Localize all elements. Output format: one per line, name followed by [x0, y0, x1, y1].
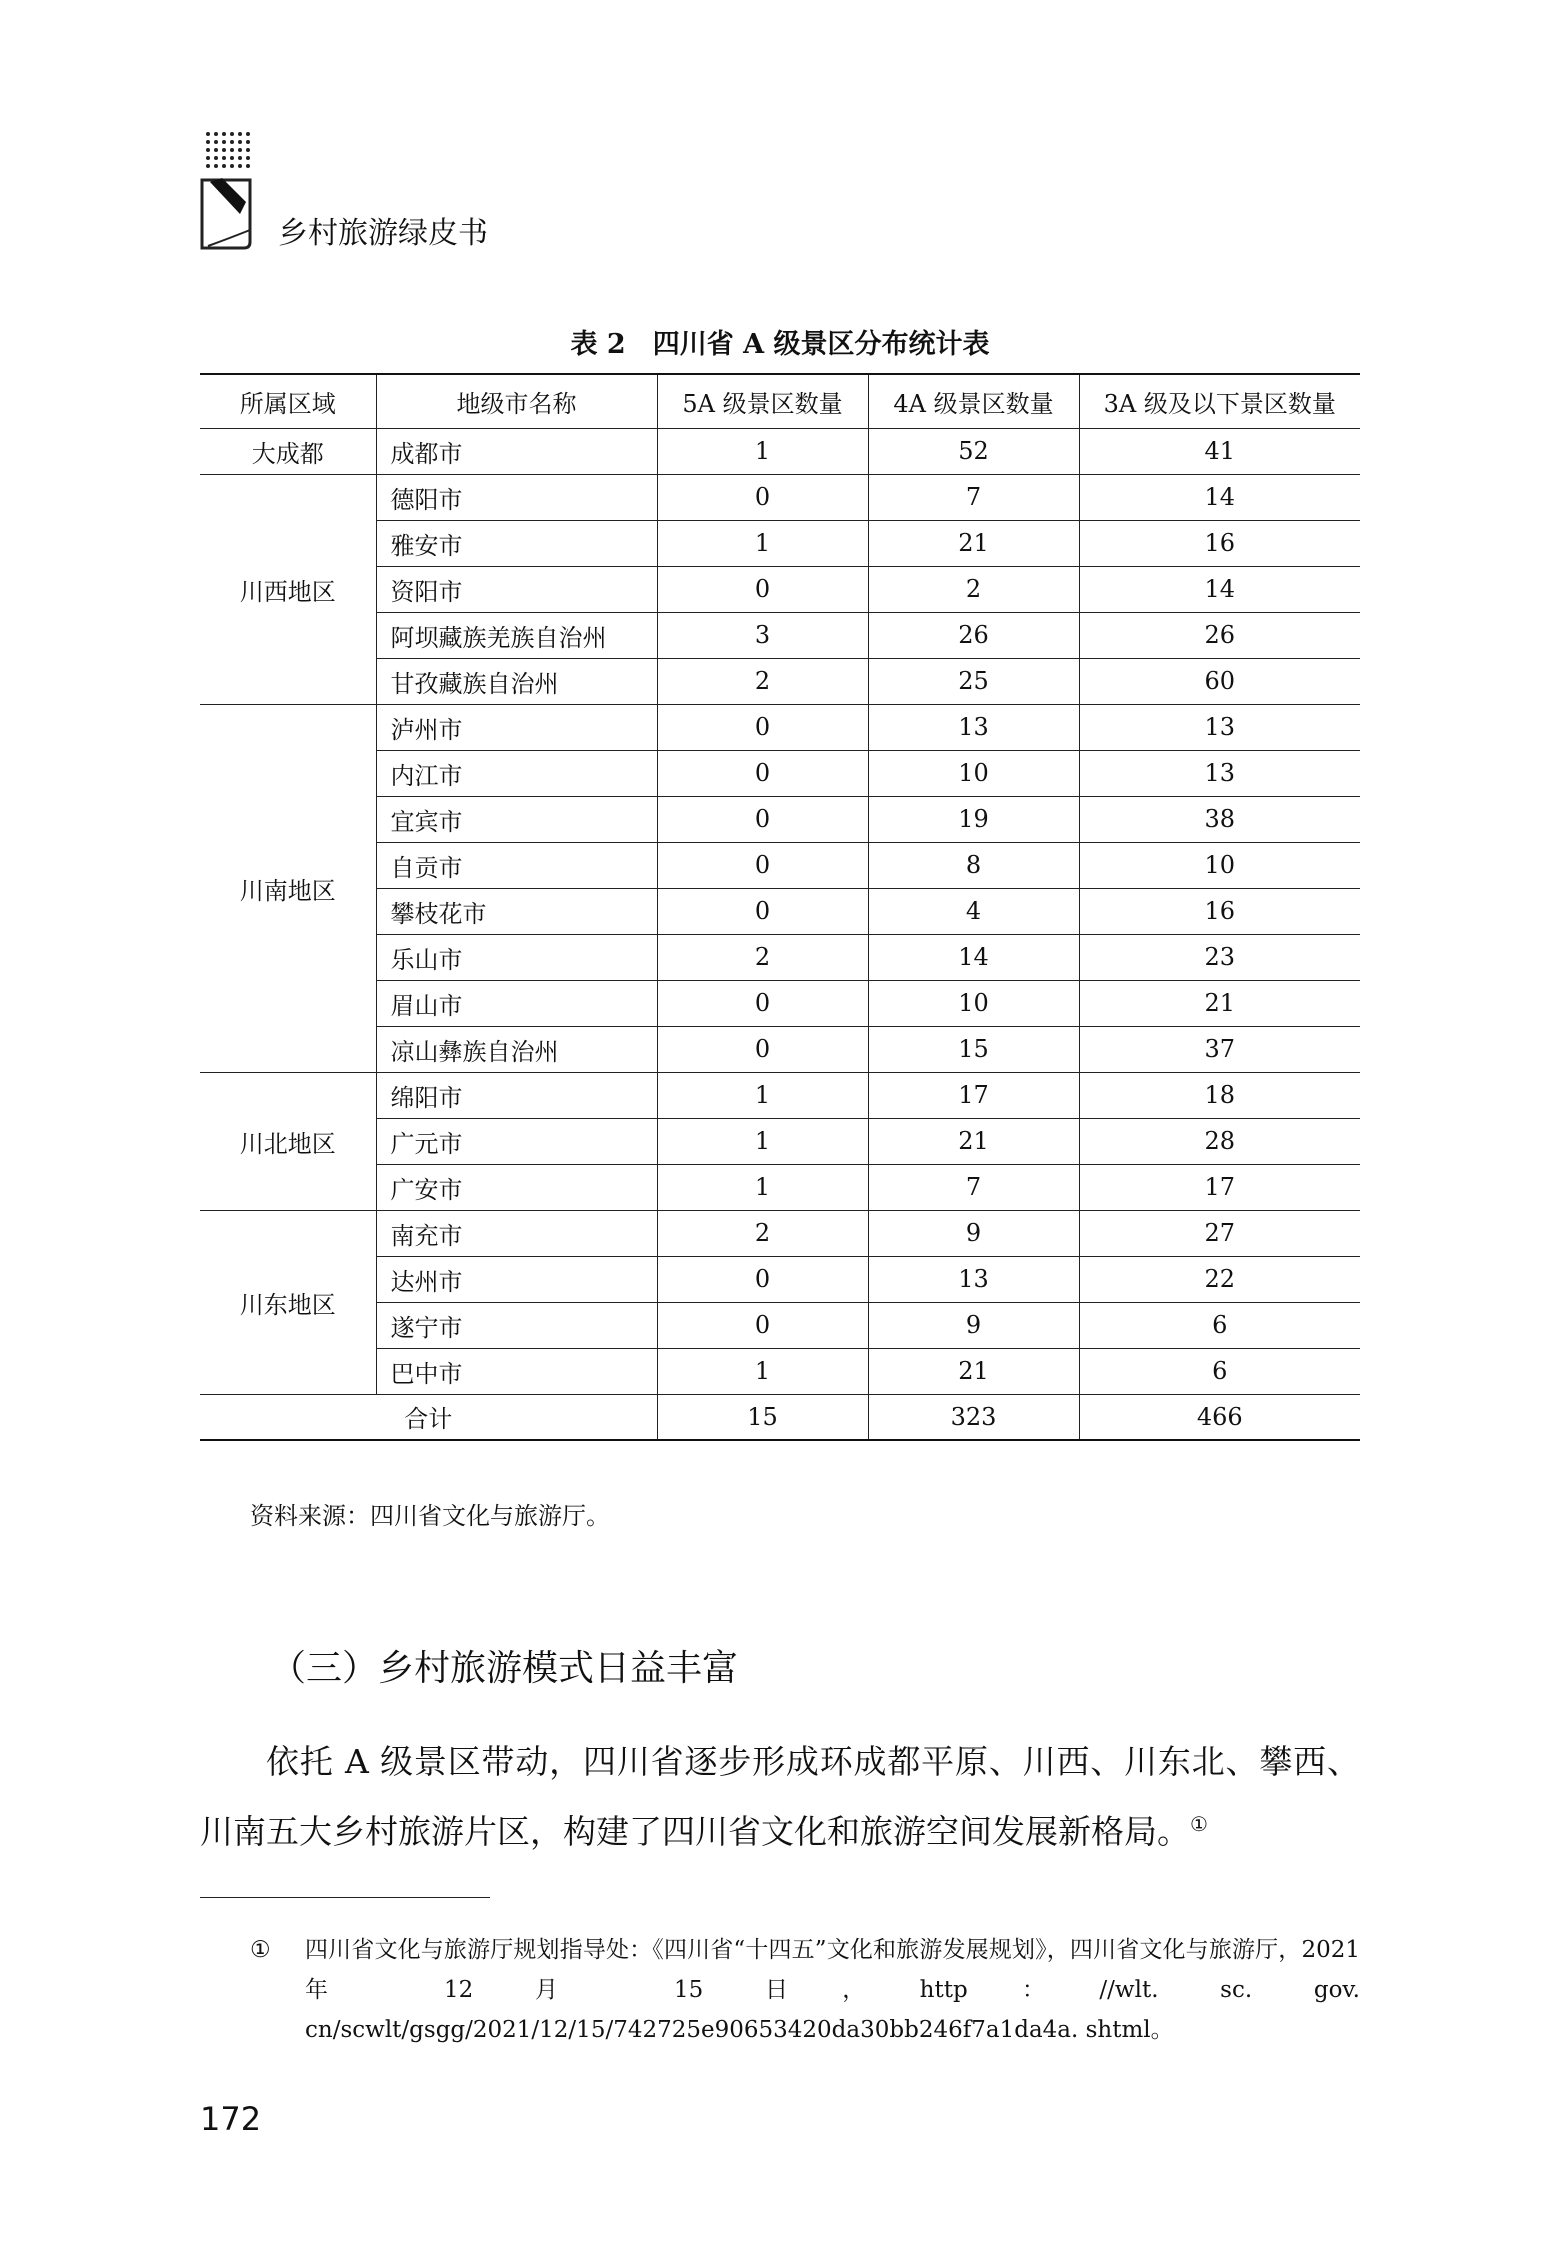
count-4a-cell: 9 — [868, 1210, 1079, 1256]
book-title: 乡村旅游绿皮书 — [278, 216, 488, 251]
count-5a-cell: 1 — [657, 1164, 868, 1210]
count-4a-cell: 13 — [868, 704, 1079, 750]
count-5a-cell: 1 — [657, 428, 868, 474]
count-5a-cell: 0 — [657, 980, 868, 1026]
count-4a-cell: 26 — [868, 612, 1079, 658]
city-cell: 眉山市 — [376, 980, 657, 1026]
count-3a-cell: 18 — [1079, 1072, 1360, 1118]
region-cell: 川北地区 — [200, 1072, 376, 1210]
count-4a-cell: 7 — [868, 1164, 1079, 1210]
column-header-5a-count: 5A 级景区数量 — [657, 374, 868, 428]
table-row — [200, 704, 1360, 750]
count-4a-cell: 15 — [868, 1026, 1079, 1072]
total-label-cell: 合计 — [200, 1394, 657, 1440]
count-4a-cell: 13 — [868, 1256, 1079, 1302]
count-3a-cell: 14 — [1079, 474, 1360, 520]
count-5a-cell: 0 — [657, 842, 868, 888]
count-5a-cell: 0 — [657, 474, 868, 520]
total-3a-cell: 466 — [1079, 1394, 1360, 1440]
paragraph-text: 依托 A 级景区带动，四川省逐步形成环成都平原、川西、川东北、攀西、川南五大乡村旅游片区，构建了四川省文化和旅游空间发展新格局。 — [200, 1742, 1360, 1851]
body-paragraph — [200, 1730, 1360, 1863]
city-cell: 资阳市 — [376, 566, 657, 612]
count-4a-cell: 21 — [868, 520, 1079, 566]
city-cell: 遂宁市 — [376, 1302, 657, 1348]
total-4a-cell: 323 — [868, 1394, 1079, 1440]
count-4a-cell: 2 — [868, 566, 1079, 612]
count-3a-cell: 21 — [1079, 980, 1360, 1026]
count-5a-cell: 0 — [657, 750, 868, 796]
count-5a-cell: 0 — [657, 566, 868, 612]
count-4a-cell: 17 — [868, 1072, 1079, 1118]
page-number: 172 — [200, 2100, 262, 2138]
city-cell: 凉山彝族自治州 — [376, 1026, 657, 1072]
count-3a-cell: 13 — [1079, 750, 1360, 796]
count-5a-cell: 0 — [657, 1302, 868, 1348]
count-3a-cell: 27 — [1079, 1210, 1360, 1256]
footnote-mark: ① — [250, 1937, 271, 1963]
count-5a-cell: 0 — [657, 1026, 868, 1072]
count-3a-cell: 60 — [1079, 658, 1360, 704]
column-header-city: 地级市名称 — [376, 374, 657, 428]
table-row — [200, 1072, 1360, 1118]
count-4a-cell: 8 — [868, 842, 1079, 888]
city-cell: 南充市 — [376, 1210, 657, 1256]
city-cell: 德阳市 — [376, 474, 657, 520]
count-3a-cell: 23 — [1079, 934, 1360, 980]
count-5a-cell: 0 — [657, 1256, 868, 1302]
count-5a-cell: 3 — [657, 612, 868, 658]
count-4a-cell: 10 — [868, 750, 1079, 796]
city-cell: 巴中市 — [376, 1348, 657, 1394]
city-cell: 泸州市 — [376, 704, 657, 750]
city-cell: 宜宾市 — [376, 796, 657, 842]
count-4a-cell: 25 — [868, 658, 1079, 704]
region-cell: 川东地区 — [200, 1210, 376, 1394]
table-source-note: 资料来源：四川省文化与旅游厅。 — [250, 1502, 610, 1530]
footnote-reference: ① — [1190, 1812, 1208, 1836]
city-cell: 成都市 — [376, 428, 657, 474]
table-header-row — [200, 374, 1360, 428]
city-cell: 广安市 — [376, 1164, 657, 1210]
city-cell: 自贡市 — [376, 842, 657, 888]
count-4a-cell: 14 — [868, 934, 1079, 980]
count-5a-cell: 1 — [657, 1072, 868, 1118]
region-cell: 川南地区 — [200, 704, 376, 1072]
count-3a-cell: 16 — [1079, 888, 1360, 934]
city-cell: 内江市 — [376, 750, 657, 796]
book-series-logo-icon — [200, 130, 260, 260]
count-5a-cell: 1 — [657, 1118, 868, 1164]
section-heading: （三）乡村旅游模式日益丰富 — [270, 1648, 739, 1689]
count-5a-cell: 2 — [657, 934, 868, 980]
table-row — [200, 428, 1360, 474]
column-header-4a-count: 4A 级景区数量 — [868, 374, 1079, 428]
table-row — [200, 1210, 1360, 1256]
count-3a-cell: 28 — [1079, 1118, 1360, 1164]
region-cell: 大成都 — [200, 428, 376, 474]
city-cell: 绵阳市 — [376, 1072, 657, 1118]
city-cell: 广元市 — [376, 1118, 657, 1164]
footnote-divider — [200, 1897, 490, 1898]
count-3a-cell: 22 — [1079, 1256, 1360, 1302]
count-5a-cell: 0 — [657, 796, 868, 842]
count-4a-cell: 52 — [868, 428, 1079, 474]
column-header-region: 所属区域 — [200, 374, 376, 428]
table-row — [200, 474, 1360, 520]
total-5a-cell: 15 — [657, 1394, 868, 1440]
region-cell: 川西地区 — [200, 474, 376, 704]
count-5a-cell: 1 — [657, 520, 868, 566]
count-4a-cell: 10 — [868, 980, 1079, 1026]
count-4a-cell: 21 — [868, 1118, 1079, 1164]
count-3a-cell: 6 — [1079, 1302, 1360, 1348]
city-cell: 雅安市 — [376, 520, 657, 566]
count-3a-cell: 13 — [1079, 704, 1360, 750]
count-3a-cell: 38 — [1079, 796, 1360, 842]
scenic-area-statistics-table — [200, 373, 1360, 1441]
count-3a-cell: 14 — [1079, 566, 1360, 612]
footnote — [250, 1930, 1360, 2050]
count-3a-cell: 16 — [1079, 520, 1360, 566]
count-3a-cell: 6 — [1079, 1348, 1360, 1394]
table-caption: 表 2 四川省 A 级景区分布统计表 — [570, 329, 990, 360]
count-5a-cell: 0 — [657, 888, 868, 934]
count-3a-cell: 10 — [1079, 842, 1360, 888]
count-4a-cell: 7 — [868, 474, 1079, 520]
count-3a-cell: 41 — [1079, 428, 1360, 474]
count-4a-cell: 21 — [868, 1348, 1079, 1394]
city-cell: 阿坝藏族羌族自治州 — [376, 612, 657, 658]
city-cell: 乐山市 — [376, 934, 657, 980]
footnote-text: 四川省文化与旅游厅规划指导处：《四川省“十四五”文化和旅游发展规划》，四川省文化与旅游厅，2021 年 12 月 15 日，http：//wlt. sc. gov. cn/scwlt/gsgg/2021/12/15/742725e90653420da30bb246f7a1da4a. shtml。 — [305, 1937, 1360, 2043]
count-5a-cell: 0 — [657, 704, 868, 750]
table-total-row — [200, 1394, 1360, 1440]
count-3a-cell: 17 — [1079, 1164, 1360, 1210]
count-5a-cell: 2 — [657, 658, 868, 704]
count-4a-cell: 4 — [868, 888, 1079, 934]
city-cell: 甘孜藏族自治州 — [376, 658, 657, 704]
count-4a-cell: 19 — [868, 796, 1079, 842]
count-3a-cell: 37 — [1079, 1026, 1360, 1072]
column-header-3a-and-below-count: 3A 级及以下景区数量 — [1079, 374, 1360, 428]
count-5a-cell: 1 — [657, 1348, 868, 1394]
count-4a-cell: 9 — [868, 1302, 1079, 1348]
count-5a-cell: 2 — [657, 1210, 868, 1256]
count-3a-cell: 26 — [1079, 612, 1360, 658]
city-cell: 达州市 — [376, 1256, 657, 1302]
city-cell: 攀枝花市 — [376, 888, 657, 934]
